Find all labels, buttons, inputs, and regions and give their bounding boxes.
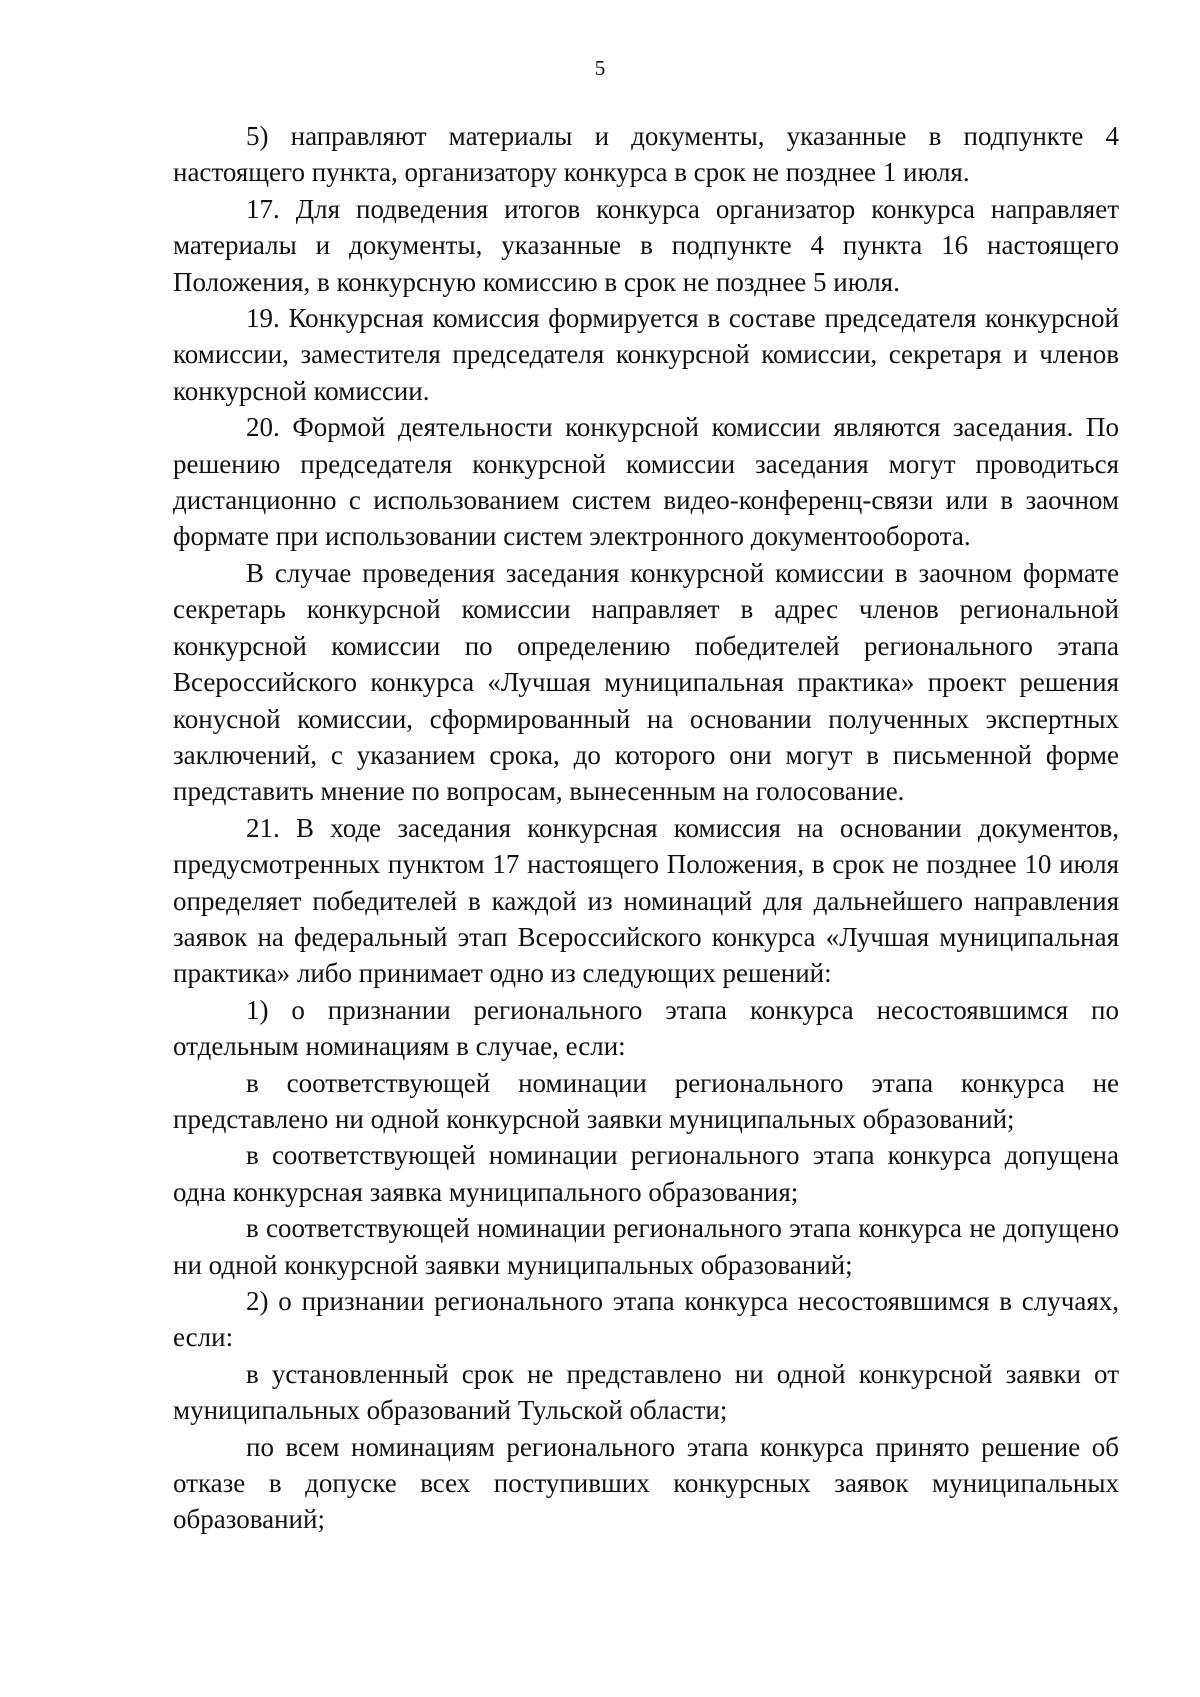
paragraph-item-5: 5) направляют материалы и документы, указанные в подпункте 4 настоящего пункта, организатору конкурса в срок не позднее 1 июля.: [173, 121, 1119, 188]
paragraph-21-item-2-case-b: по всем номинациям регионального этапа конкурса принято решение об отказе в допуске всех поступивших конкурсных заявок муниципальных образований;: [173, 1431, 1119, 1535]
paragraph-21-item-2: 2) о признании регионального этапа конкурса несостоявшимся в случаях, если:: [173, 1286, 1119, 1353]
paragraph-21-item-1: 1) о признании регионального этапа конкурса несостоявшимся по отдельным номинациям в случае, если:: [173, 994, 1119, 1062]
document-body: [173, 118, 1119, 1538]
paragraph-21-item-1-case-b: в соответствующей номинации регионального этапа конкурса допущена одна конкурсная заявка муниципального образования;: [173, 1140, 1119, 1207]
paragraph-20-continuation: В случае проведения заседания конкурсной комиссии в заочном формате секретарь конкурсной комиссии направляет в адрес членов региональной конкурсной комиссии по определению победителей регионального этапа Всероссийского конкурса «Лучшая муниципальная практика» проект решения конусной комиссии, сформированный на основании полученных экспертных заключений, с указанием срока, до которого они могут в письменной форме представить мнение по вопросам, вынесенным на голосование.: [173, 557, 1119, 807]
paragraph-21-item-2-case-a: в установленный срок не представлено ни одной конкурсной заявки от муниципальных образований Тульской области;: [173, 1358, 1119, 1426]
paragraph-21-item-1-case-c: в соответствующей номинации регионального этапа конкурса не допущено ни одной конкурсной заявки муниципальных образований;: [173, 1213, 1119, 1280]
paragraph-20: 20. Формой деятельности конкурсной комиссии являются заседания. По решению председателя конкурсной комиссии заседания могут проводиться дистанционно с использованием систем видео-конференц-связи или в заочном формате при использовании систем электронного документооборота.: [173, 412, 1119, 552]
page-number: 5: [594, 56, 606, 80]
paragraph-17: 17. Для подведения итогов конкурса организатор конкурса направляет материалы и документы, указанные в подпункте 4 пункта 16 настоящего Положения, в конкурсную комиссию в срок не позднее 5 июля.: [173, 193, 1119, 297]
paragraph-21: 21. В ходе заседания конкурсная комиссия на основании документов, предусмотренных пунктом 17 настоящего Положения, в срок не позднее 10 июля определяет победителей в каждой из номинаций для дальнейшего направления заявок на федеральный этап Всероссийского конкурса «Лучшая муниципальная практика» либо принимает одно из следующих решений:: [173, 812, 1119, 989]
paragraph-21-item-1-case-a: в соответствующей номинации регионального этапа конкурса не представлено ни одной конкурсной заявки муниципальных образований;: [173, 1067, 1119, 1134]
paragraph-19: 19. Конкурсная комиссия формируется в составе председателя конкурсной комиссии, заместителя председателя конкурсной комиссии, секретаря и членов конкурсной комиссии.: [173, 303, 1119, 406]
